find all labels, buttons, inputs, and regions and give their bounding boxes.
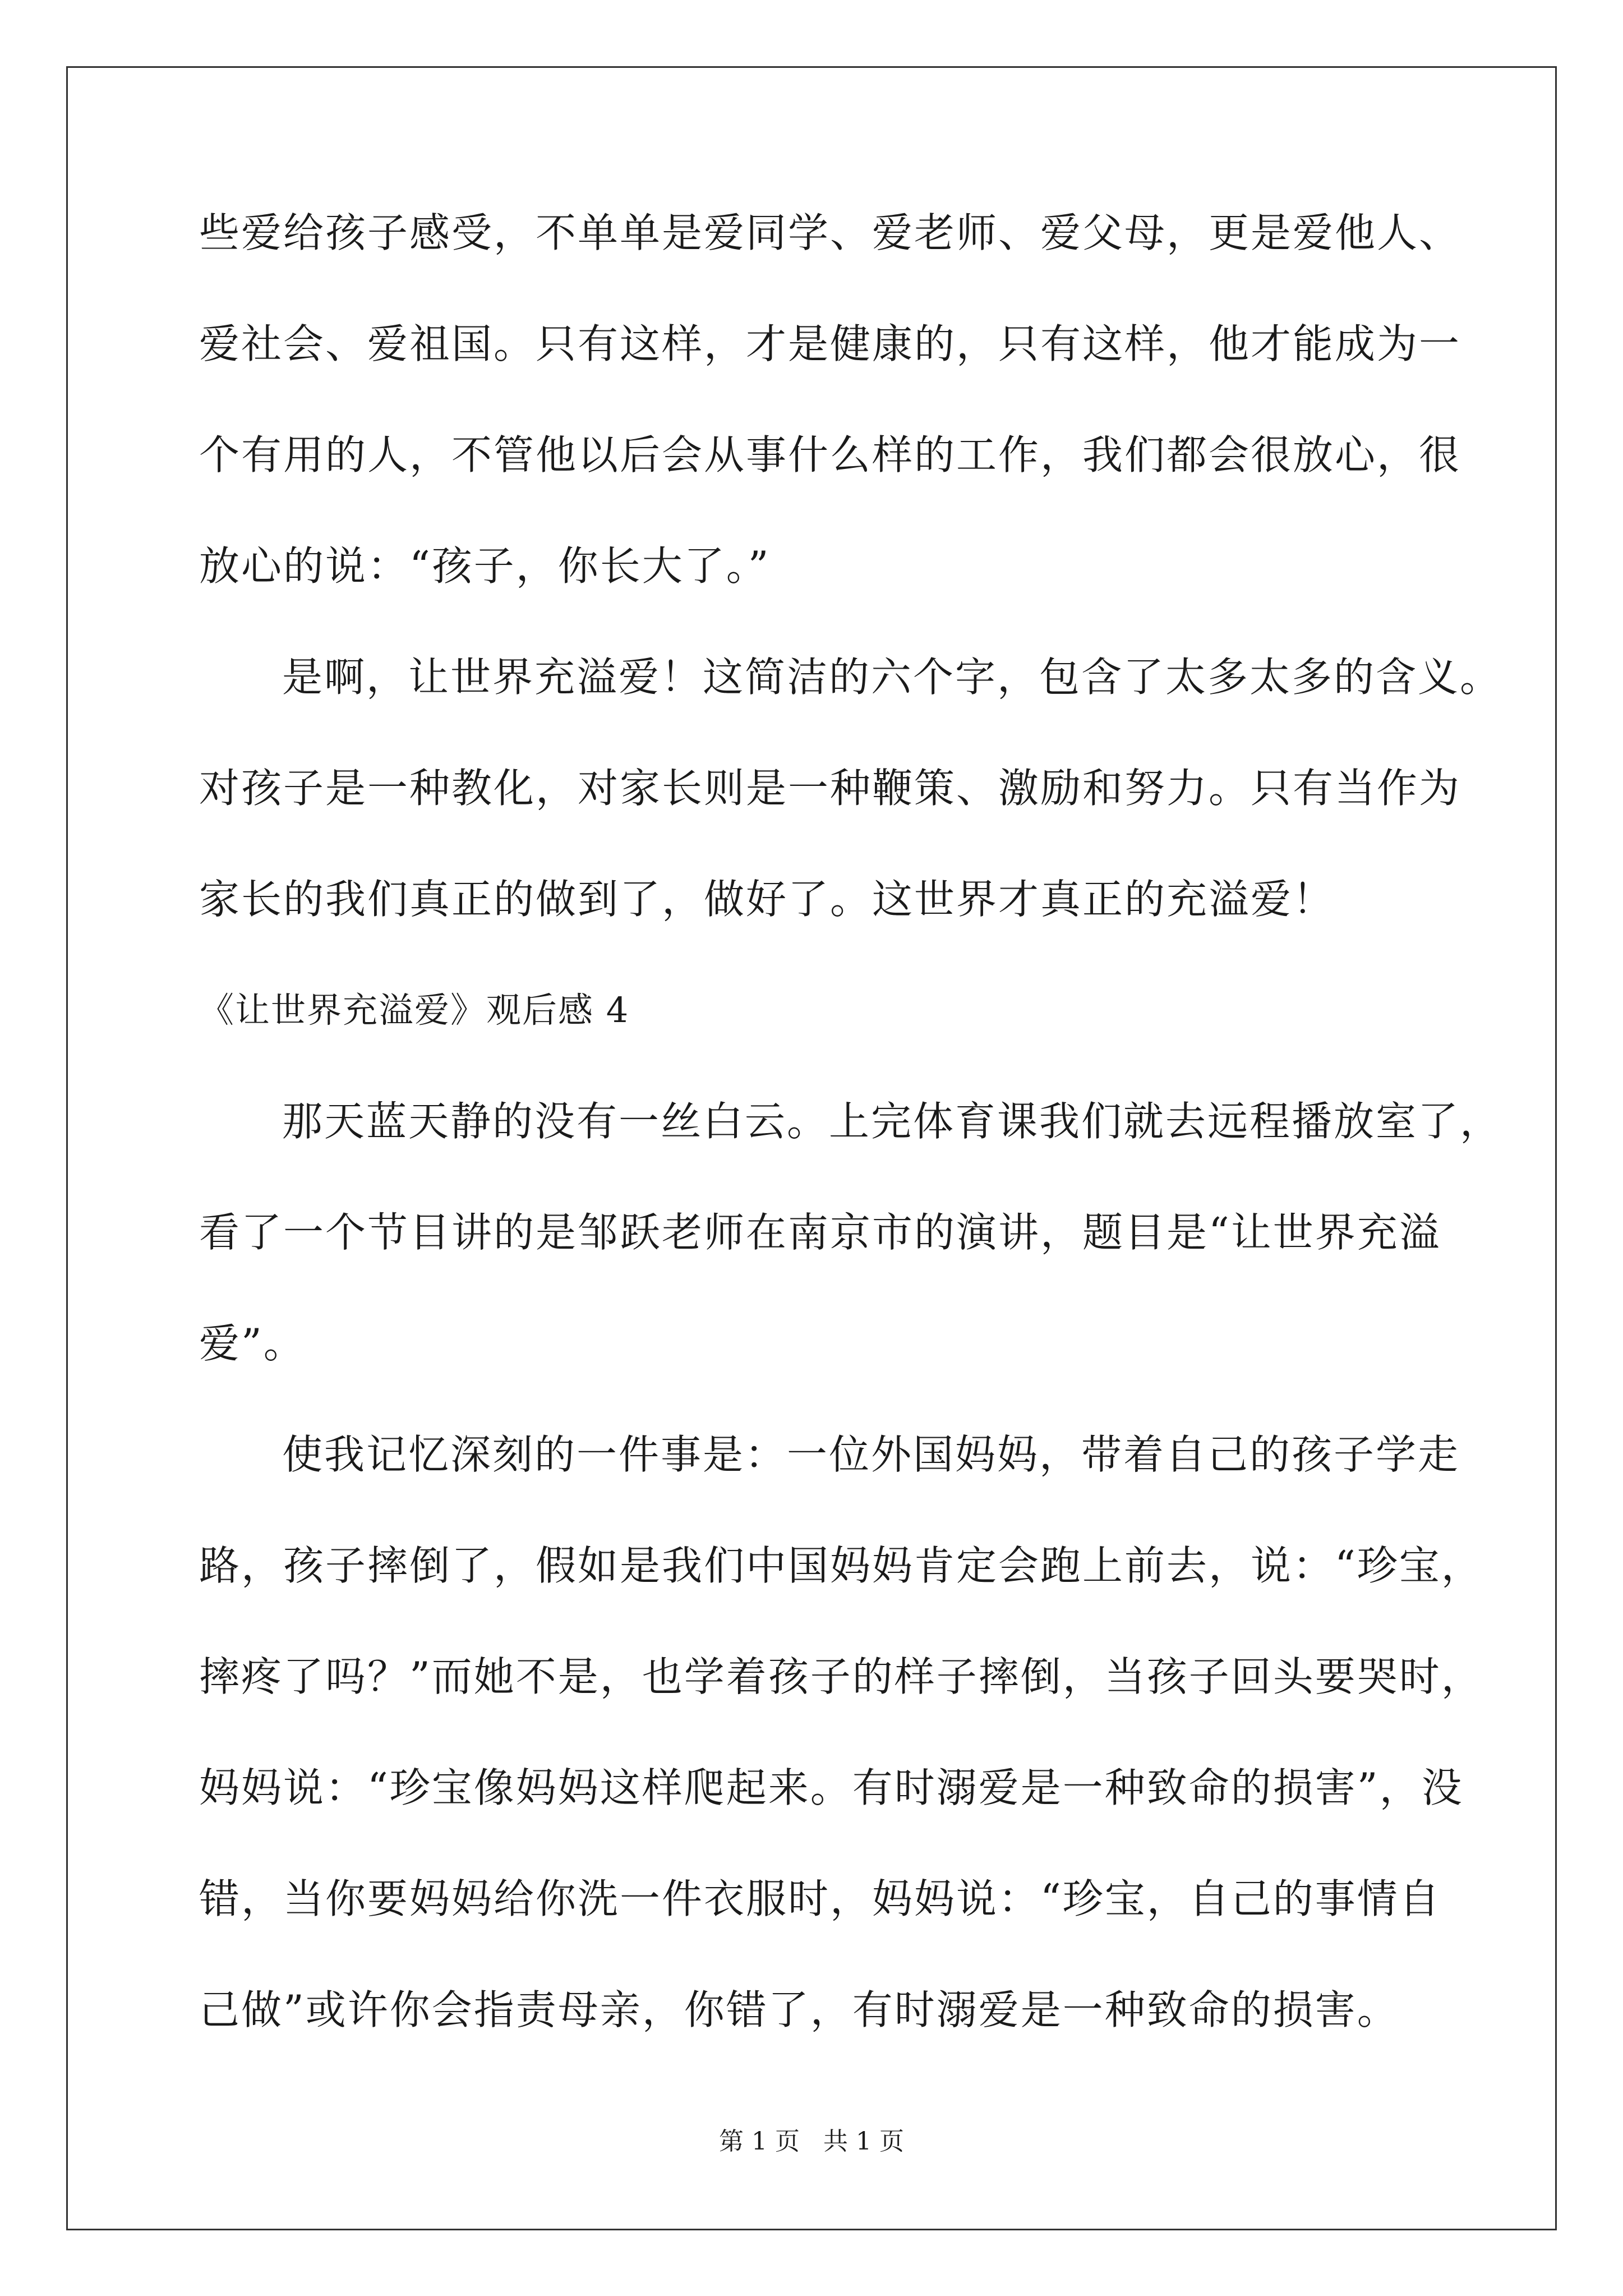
text-line: 己做”或许你会指责母亲，你错了，有时溺爱是一种致命的损害。 bbox=[199, 1986, 1399, 2033]
page-number: 第 1 页 bbox=[719, 2127, 800, 2156]
text-line: 妈妈说：“珍宝像妈妈这样爬起来。有时溺爱是一种致命的损害”，没 bbox=[199, 1764, 1464, 1811]
section-heading: 《让世界充溢爱》观后感 4 bbox=[199, 990, 630, 1030]
paragraph-start-line: 使我记忆深刻的一件事是：一位外国妈妈，带着自己的孩子学走 bbox=[282, 1431, 1460, 1478]
paragraph-start-line: 是啊，让世界充溢爱！这简洁的六个字，包含了太多太多的含义。 bbox=[282, 654, 1502, 701]
text-line: 路，孩子摔倒了，假如是我们中国妈妈肯定会跑上前去，说：“珍宝， bbox=[199, 1542, 1483, 1589]
document-body bbox=[199, 205, 1502, 2093]
text-line: 看了一个节目讲的是邹跃老师在南京市的演讲，题目是“让世界充溢 bbox=[199, 1209, 1441, 1256]
text-line: 家长的我们真正的做到了，做好了。这世界才真正的充溢爱！ bbox=[199, 876, 1335, 923]
text-line: 错，当你要妈妈给你洗一件衣服时，妈妈说：“珍宝，自己的事情自 bbox=[199, 1875, 1441, 1922]
text-line: 个有用的人，不管他以后会从事什么样的工作，我们都会很放心，很 bbox=[199, 431, 1461, 478]
text-line: 爱社会、爱祖国。只有这样，才是健康的，只有这样，他才能成为一 bbox=[199, 320, 1461, 367]
text-line: 对孩子是一种教化，对家长则是一种鞭策、激励和努力。只有当作为 bbox=[199, 765, 1461, 812]
text-line: 爱”。 bbox=[199, 1320, 306, 1367]
paragraph-start-line: 那天蓝天静的没有一丝白云。上完体育课我们就去远程播放室了， bbox=[282, 1098, 1502, 1145]
page-footer bbox=[0, 2125, 1623, 2159]
text-line: 放心的说：“孩子，你长大了。” bbox=[199, 542, 771, 590]
text-line: 些爱给孩子感受，不单单是爱同学、爱老师、爱父母，更是爱他人、 bbox=[199, 209, 1461, 256]
page-total: 共 1 页 bbox=[823, 2127, 904, 2156]
text-line: 摔疼了吗？”而她不是，也学着孩子的样子摔倒，当孩子回头要哭时， bbox=[199, 1653, 1483, 1700]
